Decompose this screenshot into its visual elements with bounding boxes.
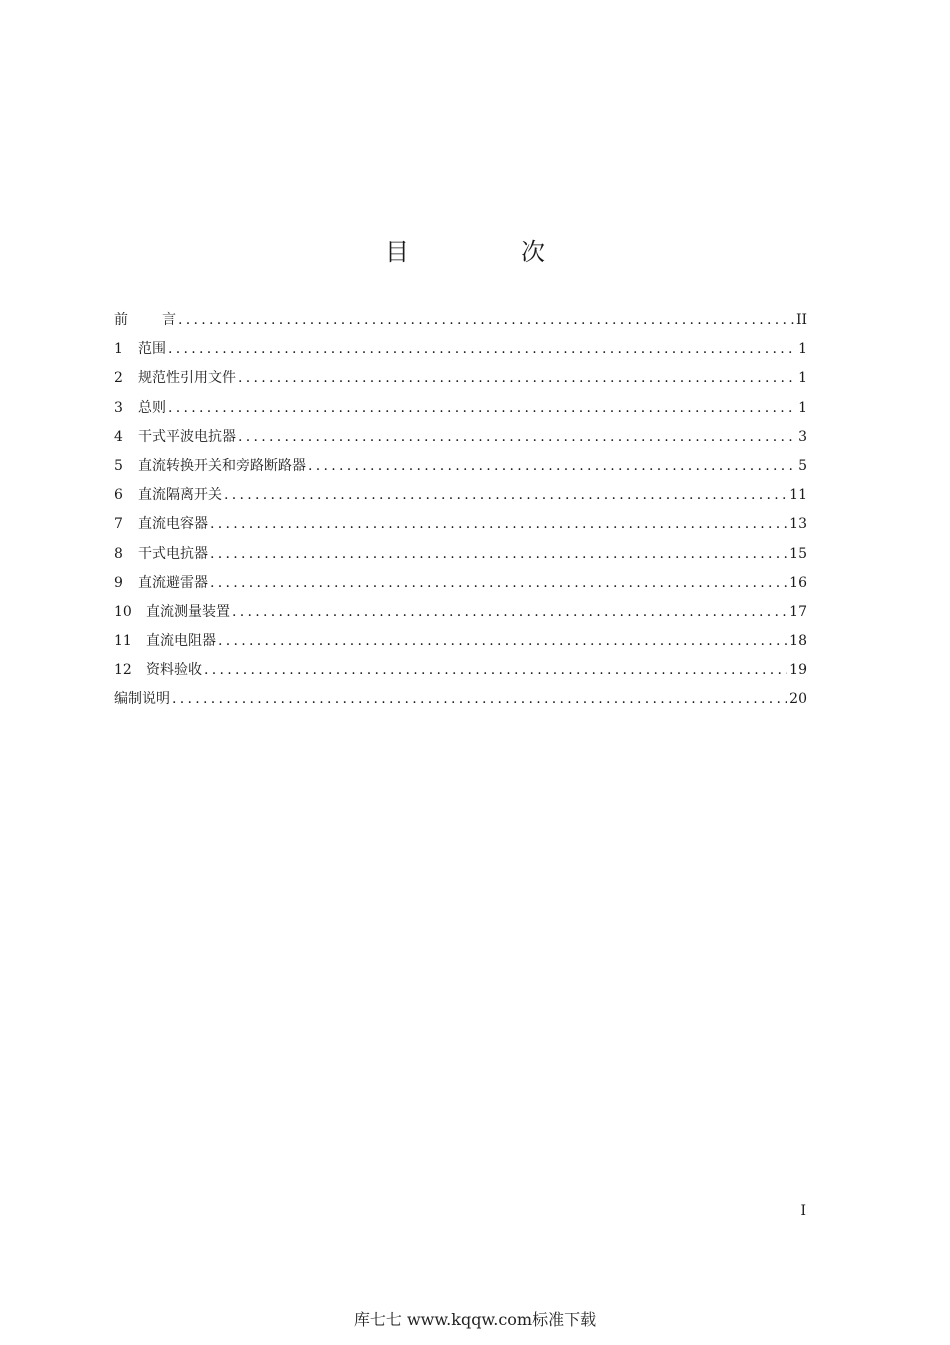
toc-entry-number: 1 [114, 341, 123, 358]
toc-dot-leader [308, 456, 796, 476]
toc-entry-page: II [795, 312, 807, 328]
toc-entry-page: 20 [789, 691, 807, 708]
toc-entry-3[interactable] [114, 398, 807, 427]
toc-entry-page: 16 [789, 574, 807, 591]
toc-entry-11[interactable] [114, 631, 807, 660]
toc-entry-number: 8 [114, 545, 123, 562]
toc-entry-page: 15 [789, 545, 807, 562]
toc-entry-text-part: 言 [162, 312, 176, 328]
toc-entry-text: 编制说明 [114, 691, 170, 708]
toc-entry-text: 直流转换开关和旁路断路器 [138, 457, 306, 474]
toc-entry-page: 1 [798, 399, 807, 416]
toc-entry-number: 6 [114, 487, 123, 504]
toc-entry-4[interactable] [114, 427, 807, 456]
toc-entry-6[interactable] [114, 485, 807, 514]
toc-entry-page: 18 [789, 633, 807, 650]
toc-dot-leader [210, 544, 787, 564]
page-number: I [800, 1203, 806, 1219]
toc-entry-12[interactable] [114, 660, 807, 689]
toc-entry-text: 直流测量装置 [146, 603, 230, 620]
toc-entry-page: 1 [798, 341, 807, 358]
toc-entry-number: 9 [114, 574, 123, 591]
toc-entry-number: 2 [114, 370, 123, 387]
toc-dot-leader [210, 514, 787, 534]
toc-dot-leader [224, 485, 787, 505]
toc-entry-number: 11 [114, 633, 132, 650]
toc-entry-number: 12 [114, 662, 132, 679]
toc-entry-text: 总则 [138, 399, 166, 416]
toc-entry-page: 11 [789, 487, 807, 504]
toc-entry-text: 直流电阻器 [146, 633, 216, 650]
toc-entry-page: 13 [789, 516, 807, 533]
toc-dot-leader [178, 310, 794, 330]
toc-entry-foreword[interactable] [114, 310, 807, 339]
toc-entry-9[interactable] [114, 573, 807, 602]
toc-dot-leader [168, 398, 796, 418]
toc-dot-leader [204, 660, 787, 680]
toc-entry-text: 直流避雷器 [138, 574, 208, 591]
toc-entry-text [114, 310, 176, 330]
toc-entry-page: 17 [789, 603, 807, 620]
toc-dot-leader [168, 339, 796, 359]
toc-dot-leader [218, 631, 787, 651]
toc-entry-text: 资料验收 [146, 662, 202, 679]
toc-entry-page: 3 [798, 428, 807, 445]
toc-entry-number: 3 [114, 399, 123, 416]
toc-dot-leader [210, 573, 787, 593]
toc-entry-number: 7 [114, 516, 123, 533]
toc-entry-text: 直流隔离开关 [138, 487, 222, 504]
toc-entry-7[interactable] [114, 514, 807, 543]
toc-entry-text: 范围 [138, 341, 166, 358]
toc-entry-page: 1 [798, 370, 807, 387]
toc-entry-number: 5 [114, 457, 123, 474]
toc-dot-leader [172, 689, 787, 709]
toc-entry-8[interactable] [114, 544, 807, 573]
toc-dot-leader [238, 368, 796, 388]
toc-entry-2[interactable] [114, 368, 807, 397]
toc-entry-number: 10 [114, 603, 132, 620]
toc-entry-text: 直流电容器 [138, 516, 208, 533]
toc-entry-5[interactable] [114, 456, 807, 485]
toc-list [114, 310, 807, 719]
toc-entry-page: 5 [798, 457, 807, 474]
toc-entry-text: 干式电抗器 [138, 545, 208, 562]
toc-title: 目 次 [385, 238, 589, 266]
toc-entry-number: 4 [114, 428, 123, 445]
toc-entry-notes[interactable] [114, 689, 807, 718]
toc-entry-10[interactable] [114, 602, 807, 631]
toc-entry-text-part: 前 [114, 312, 128, 328]
footer-watermark: 库七七 www.kqqw.com标准下载 [353, 1310, 597, 1329]
toc-entry-text: 规范性引用文件 [138, 370, 236, 387]
toc-dot-leader [238, 427, 796, 447]
toc-entry-text: 干式平波电抗器 [138, 428, 236, 445]
toc-entry-1[interactable] [114, 339, 807, 368]
toc-dot-leader [232, 602, 787, 622]
toc-entry-page: 19 [789, 662, 807, 679]
